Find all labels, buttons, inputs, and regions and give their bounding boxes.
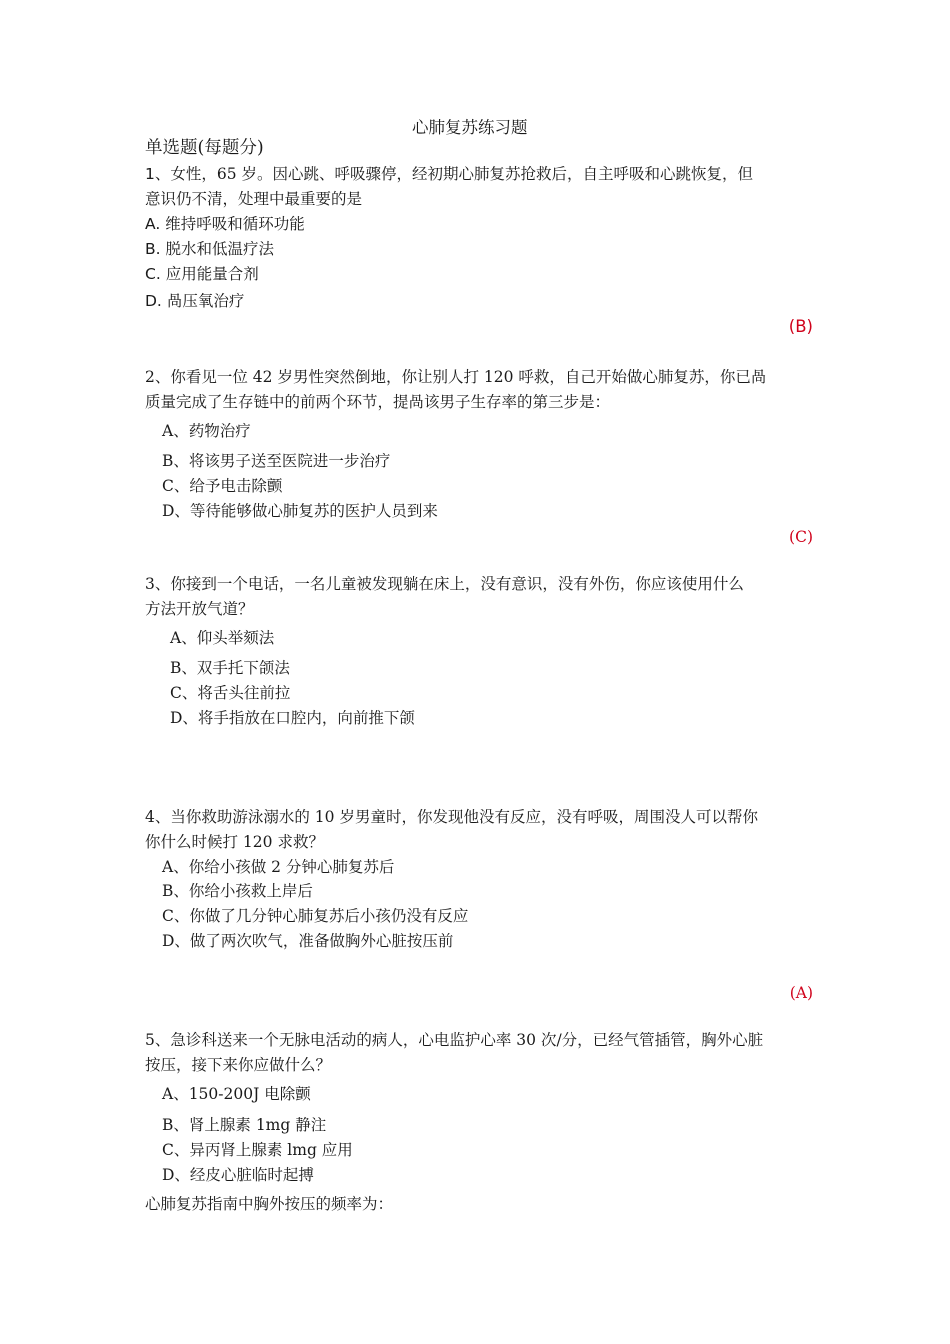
question-4-option-b: B、你给小孩救上岸后 bbox=[162, 882, 313, 900]
question-6-text: 心肺复苏指南中胸外按压的频率为： bbox=[145, 1195, 394, 1213]
question-4-option-a: A、你给小孩做 2 分钟心肺复苏后 bbox=[162, 858, 395, 876]
question-1-option-b: B. 脱水和低温疗法 bbox=[145, 240, 275, 258]
question-4-option-d: D、做了两次吹气，准备做胸外心脏按压前 bbox=[162, 932, 454, 950]
question-5-option-c: C、异丙肾上腺素 lmg 应用 bbox=[162, 1141, 353, 1159]
question-2-option-c: C、给予电击除颤 bbox=[162, 477, 283, 495]
question-3-line-2: 方法开放气道？ bbox=[145, 600, 254, 618]
question-3-option-d: D、将手指放在口腔内，向前推下颌 bbox=[170, 709, 415, 727]
doc-title: 心肺复苏练习题 bbox=[412, 118, 528, 137]
question-1-option-d: D. 咼压氧治疗 bbox=[145, 292, 245, 310]
question-1-line-1 bbox=[145, 164, 753, 184]
question-5-option-d: D、经皮心脏临时起搏 bbox=[162, 1166, 314, 1184]
question-2-line-2: 质量完成了生存链中的前两个环节，提咼该男子生存率的第三步是： bbox=[145, 393, 611, 411]
section-heading: 单选题(每题分) bbox=[145, 138, 264, 158]
question-5-option-b: B、肾上腺素 1mg 静注 bbox=[162, 1116, 327, 1134]
question-1-answer: (B) bbox=[788, 317, 813, 336]
question-2-answer: (C) bbox=[789, 528, 813, 546]
question-1-option-a: A. 维持呼吸和循环功能 bbox=[145, 215, 305, 233]
question-2-option-b: B、将该男子送至医院进一步治疗 bbox=[162, 452, 391, 470]
question-2-option-d: D、等待能够做心肺复苏的医护人员到来 bbox=[162, 502, 438, 520]
question-3-option-a: A、仰头举颏法 bbox=[170, 629, 275, 647]
question-5-option-a: A、150-200J 电除颤 bbox=[162, 1085, 311, 1103]
question-3-option-b: B、双手托下颌法 bbox=[170, 659, 290, 677]
question-4-line-1: 4、当你救助游泳溺水的 10 岁男童时，你发现他没有反应，没有呼吸，周围没人可以帮你 bbox=[145, 808, 758, 826]
question-4-answer: (A) bbox=[789, 984, 813, 1002]
question-1-number: 1、 bbox=[145, 165, 171, 183]
question-5-line-2: 按压，接下来你应做什么？ bbox=[145, 1056, 332, 1074]
question-4-option-c: C、你做了几分钟心肺复苏后小孩仍没有反应 bbox=[162, 907, 469, 925]
question-3-option-c: C、将舌头往前拉 bbox=[170, 684, 291, 702]
question-2-option-a: A、药物治疗 bbox=[162, 422, 251, 440]
question-2-line-1: 2、你看见一位 42 岁男性突然倒地，你让别人打 120 呼救，自己开始做心肺复苏，你已咼 bbox=[145, 368, 767, 386]
question-1-text: 女性，65 岁。因心跳、呼吸骤停，经初期心肺复苏抢救后，自主呼吸和心跳恢复，但 bbox=[170, 165, 754, 183]
question-1-option-c: C. 应用能量合剂 bbox=[145, 265, 259, 283]
question-5-line-1: 5、急诊科送来一个无脉电活动的病人，心电监护心率 30 次/分，已经气管插管，胸外心脏 bbox=[145, 1031, 764, 1049]
question-4-line-2: 你什么时候打 120 求救？ bbox=[145, 833, 324, 851]
question-1-line-2: 意识仍不清，处理中最重要的是 bbox=[145, 190, 363, 208]
question-3-line-1: 3、你接到一个电话，一名儿童被发现躺在床上，没有意识，没有外伤，你应该使用什么 bbox=[145, 575, 744, 593]
